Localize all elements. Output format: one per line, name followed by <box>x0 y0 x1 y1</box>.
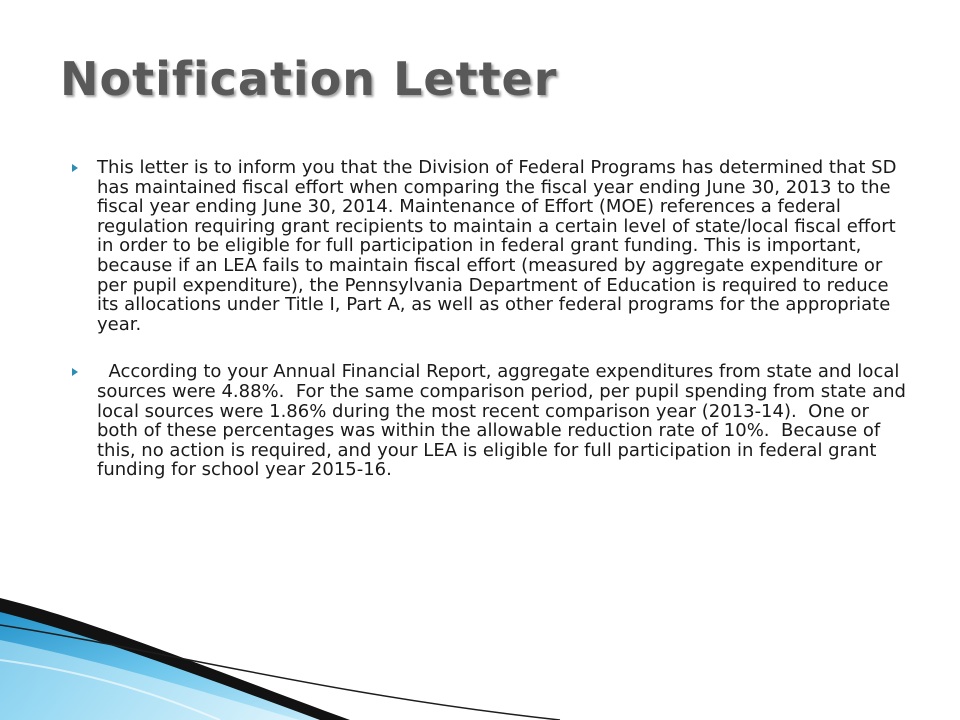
triangle-bullet-icon <box>72 368 78 376</box>
wave-dark-band <box>0 598 350 720</box>
bullet-item <box>72 362 912 480</box>
bullet-list <box>72 158 912 508</box>
wave-light-band <box>0 640 300 720</box>
bullet-item <box>72 158 912 334</box>
slide-title: Notification Letter <box>60 52 558 106</box>
wave-highlight <box>0 660 220 720</box>
bullet-text: This letter is to inform you that the Division of Federal Programs has determined that SD has maintained fiscal effort when comparing the fiscal year ending June 30, 2013 to the fiscal year ending June 30, 2014. Maintenance of Effort (MOE) references a federal regulation requiring grant recipients to maintain a certain level of state/local fiscal effort in order to be eligible for full participation in federal grant funding. This is important, because if an LEA fails to maintain fiscal effort (measured by aggregate expenditure or per pupil expenditure), the Pennsylvania Department of Education is required to reduce its allocations under Title I, Part A, as well as other federal programs for the appropriate year. <box>97 157 897 335</box>
triangle-bullet-icon <box>72 164 78 172</box>
wave-thin-line <box>0 625 560 720</box>
wave-blue-band <box>0 605 340 720</box>
bullet-text: According to your Annual Financial Report, aggregate expenditures from state and local sources were 4.88%. For the same comparison period, per pupil spending from state and local sources were 1.86% during the most recent comparison year (2013-14). One or both of these percentages was within the allowable reduction rate of 10%. Because of this, no action is required, and your LEA is eligible for full participation in federal grant funding for school year 2015-16. <box>97 361 912 481</box>
